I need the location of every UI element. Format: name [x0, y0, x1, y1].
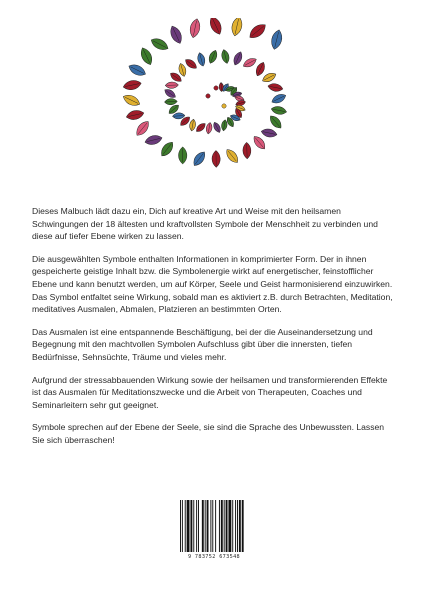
flower-icon [206, 94, 210, 98]
barcode-bar [210, 500, 211, 552]
leaf-icon [122, 79, 142, 92]
leaf-icon [260, 128, 277, 139]
leaf-icon [127, 62, 148, 78]
leaf-icon [184, 57, 199, 71]
leaf-icon [261, 71, 278, 84]
leaf-icon [177, 63, 187, 78]
leaf-icon [205, 122, 213, 134]
paragraph-1: Dieses Malbuch lädt dazu ein, Dich auf kreative Art und Weise mit den heilsamen Schwingungen der 18 ältesten und kraftvollsten Symbole der Menschheit zu verbinden und diese auf tiefer Ebene wirken zu lassen. [32, 206, 378, 242]
leaf-icon [149, 36, 170, 53]
barcode-bar [190, 500, 192, 552]
leaf-icon [134, 119, 152, 138]
leaf-icon [268, 114, 284, 131]
barcode-bar [235, 500, 236, 552]
paragraph-3: Das Ausmalen ist eine entspannende Beschäftigung, bei der die Auseinandersetzung und Begegnung mit den machtvollen Symbolen Aufschluss gibt über die innersten, tiefen Bedürfnisse, Sehnsüchte, Träume und vieles mehr. [32, 326, 373, 362]
barcode-bar [180, 500, 181, 552]
paragraph-4: Aufgrund der stressabbauenden Wirkung sowie der heilsamen und transformierenden Effekte ist das Ausmalen für Meditationszwecke und die Arbeit von Therapeuten, Coaches und Seminarleitern sehr gut geeignet. [32, 374, 388, 410]
leaf-icon [212, 121, 222, 134]
leaf-icon [163, 87, 177, 100]
leaf-icon [270, 92, 287, 105]
leaf-icon [212, 150, 220, 167]
flower-icon [222, 104, 226, 108]
barcode-bar [212, 500, 213, 552]
paragraph-2: Die ausgewählten Symbole enthalten Informationen in komprimierter Form. Der in ihnen gespeicherte geistige Inhalt bzw. die Symbolenergie wirkt auf energetischer, feinstofflicher Ebene und kann benutzt werden, um auf Körper, Seele und Geist harmonisierend einzuwirken. Das Symbol entfaltet seine Wirkung, sobald man es aktiviert z.B. durch Betrachten, Meditation, meditatives Ausmalen, Abmalen, Platzieren an bestimmten Orten. [32, 253, 393, 315]
barcode-bar [237, 500, 238, 552]
leaf-icon [267, 82, 283, 92]
leaf-icon [195, 121, 208, 133]
barcode-bar [207, 500, 209, 552]
barcode-digits: 9 783752 673548 [187, 554, 241, 560]
leaf-icon [254, 61, 267, 77]
leaf-icon [168, 24, 184, 45]
flower-icon [214, 86, 218, 90]
leaf-icon [207, 49, 219, 65]
barcode-bar [205, 500, 206, 552]
leaf-icon [196, 52, 206, 67]
leaf-icon [220, 49, 230, 64]
leaf-icon [207, 18, 224, 36]
barcode-bar [239, 500, 241, 552]
barcode-bar [193, 500, 194, 552]
leaf-icon [251, 134, 267, 151]
leaf-icon [242, 56, 258, 69]
leaf-icon [243, 142, 252, 159]
leaf-icon [125, 109, 144, 122]
leaf-icon [165, 82, 178, 89]
leaf-icon [232, 50, 244, 66]
paragraph-5: Symbole sprechen auf der Ebene der Seele, sie sind die Sprache des Unbewussten. Lassen Sie sich überraschen! [32, 422, 385, 445]
barcode-bars [178, 500, 250, 554]
leaf-spiral-illustration [112, 18, 322, 178]
leaf-icon [121, 92, 141, 108]
barcode-bar [185, 500, 186, 552]
leaf-icon [271, 105, 288, 115]
leaf-icon [179, 147, 187, 164]
leaf-icon [189, 119, 197, 132]
barcode-bar [224, 500, 225, 552]
barcode-bar [242, 500, 244, 552]
leaf-icon [247, 21, 268, 41]
barcode-bar [202, 500, 204, 552]
barcode-bar [198, 500, 199, 552]
barcode-bar [182, 500, 183, 552]
leaf-icon [221, 119, 228, 131]
barcode-bar [228, 500, 231, 552]
leaf-icon [224, 147, 241, 165]
barcode-bar [226, 500, 228, 552]
isbn-barcode [178, 500, 250, 562]
leaf-icon [270, 29, 284, 51]
barcode-bar [196, 500, 197, 552]
leaf-icon [164, 98, 177, 105]
back-cover-text [32, 205, 394, 457]
leaf-icon [158, 140, 175, 159]
barcode-bar [232, 500, 233, 552]
leaf-icon [144, 134, 163, 147]
leaf-icon [172, 112, 185, 119]
leaf-icon [138, 46, 154, 67]
leaf-icon [230, 18, 244, 37]
leaf-icon [191, 149, 208, 167]
barcode-bar [215, 500, 216, 552]
leaf-icon [188, 18, 201, 39]
barcode-bar [221, 500, 223, 552]
barcode-bar [219, 500, 220, 552]
barcode-bar [187, 500, 190, 552]
